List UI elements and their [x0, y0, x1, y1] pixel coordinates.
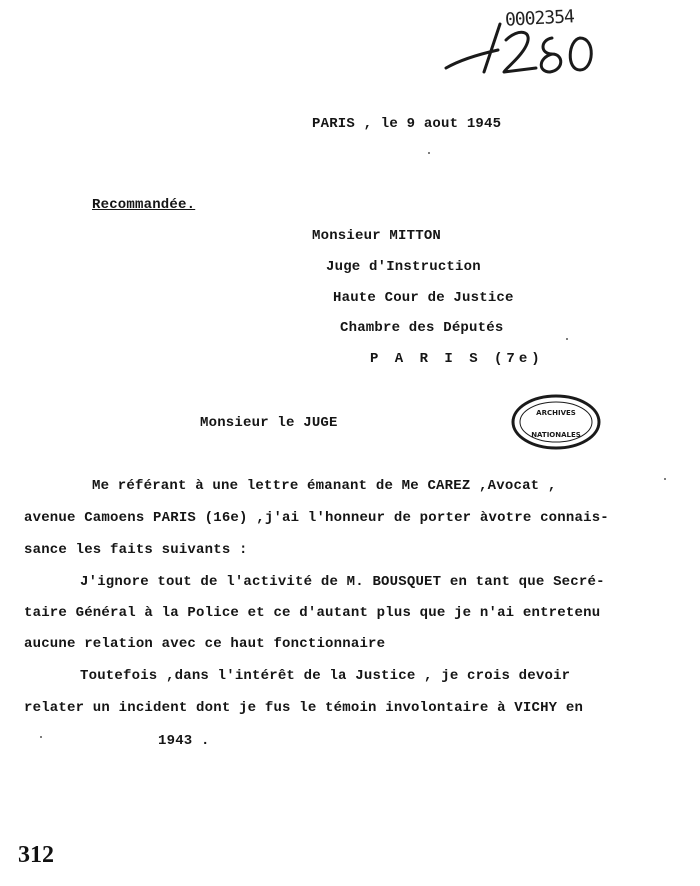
paragraph-2-line-3: aucune relation avec ce haut fonctionnaire: [24, 636, 386, 652]
paragraph-2-line-1: J'ignore tout de l'activité de M. BOUSQUET en tant que Secré-: [80, 574, 605, 590]
recommandee-label: Recommandée.: [92, 197, 196, 213]
dateline: PARIS , le 9 aout 1945: [312, 116, 502, 132]
paragraph-3-line-3: 1943 .: [158, 733, 210, 749]
scan-speck: [664, 478, 666, 480]
recipient-title: Juge d'Instruction: [326, 259, 481, 275]
recipient-court: Haute Cour de Justice: [333, 290, 514, 306]
paragraph-2-line-2: taire Général à la Police et ce d'autant plus que je n'ai entretenu: [24, 605, 601, 621]
paragraph-3-line-1: Toutefois ,dans l'intérêt de la Justice , je crois devoir: [80, 668, 571, 684]
paragraph-3-line-2: relater un incident dont je fus le témoin involontaire à VICHY en: [24, 700, 584, 716]
archive-number: 0002354: [504, 6, 575, 31]
paragraph-1-line-3: sance les faits suivants :: [24, 542, 248, 558]
recipient-chamber: Chambre des Députés: [340, 320, 504, 336]
stamp-bottom-text: NATIONALES: [531, 431, 581, 439]
stamp-top-text: ARCHIVES: [536, 409, 576, 417]
scan-speck: [566, 338, 568, 340]
paragraph-1-line-1: Me référant à une lettre émanant de Me CAREZ ,Avocat ,: [92, 478, 557, 494]
scan-speck: [40, 736, 42, 738]
salutation: Monsieur le JUGE: [200, 415, 338, 431]
scan-speck: [428, 152, 430, 154]
paragraph-1-line-2: avenue Camoens PARIS (16e) ,j'ai l'honneur de porter àvotre connais-: [24, 510, 609, 526]
handwritten-mark: [440, 10, 620, 90]
recipient-name: Monsieur MITTON: [312, 228, 442, 244]
recipient-city: P A R I S (7e): [370, 351, 544, 367]
archives-stamp: [510, 393, 602, 451]
page-number: 312: [18, 842, 54, 868]
